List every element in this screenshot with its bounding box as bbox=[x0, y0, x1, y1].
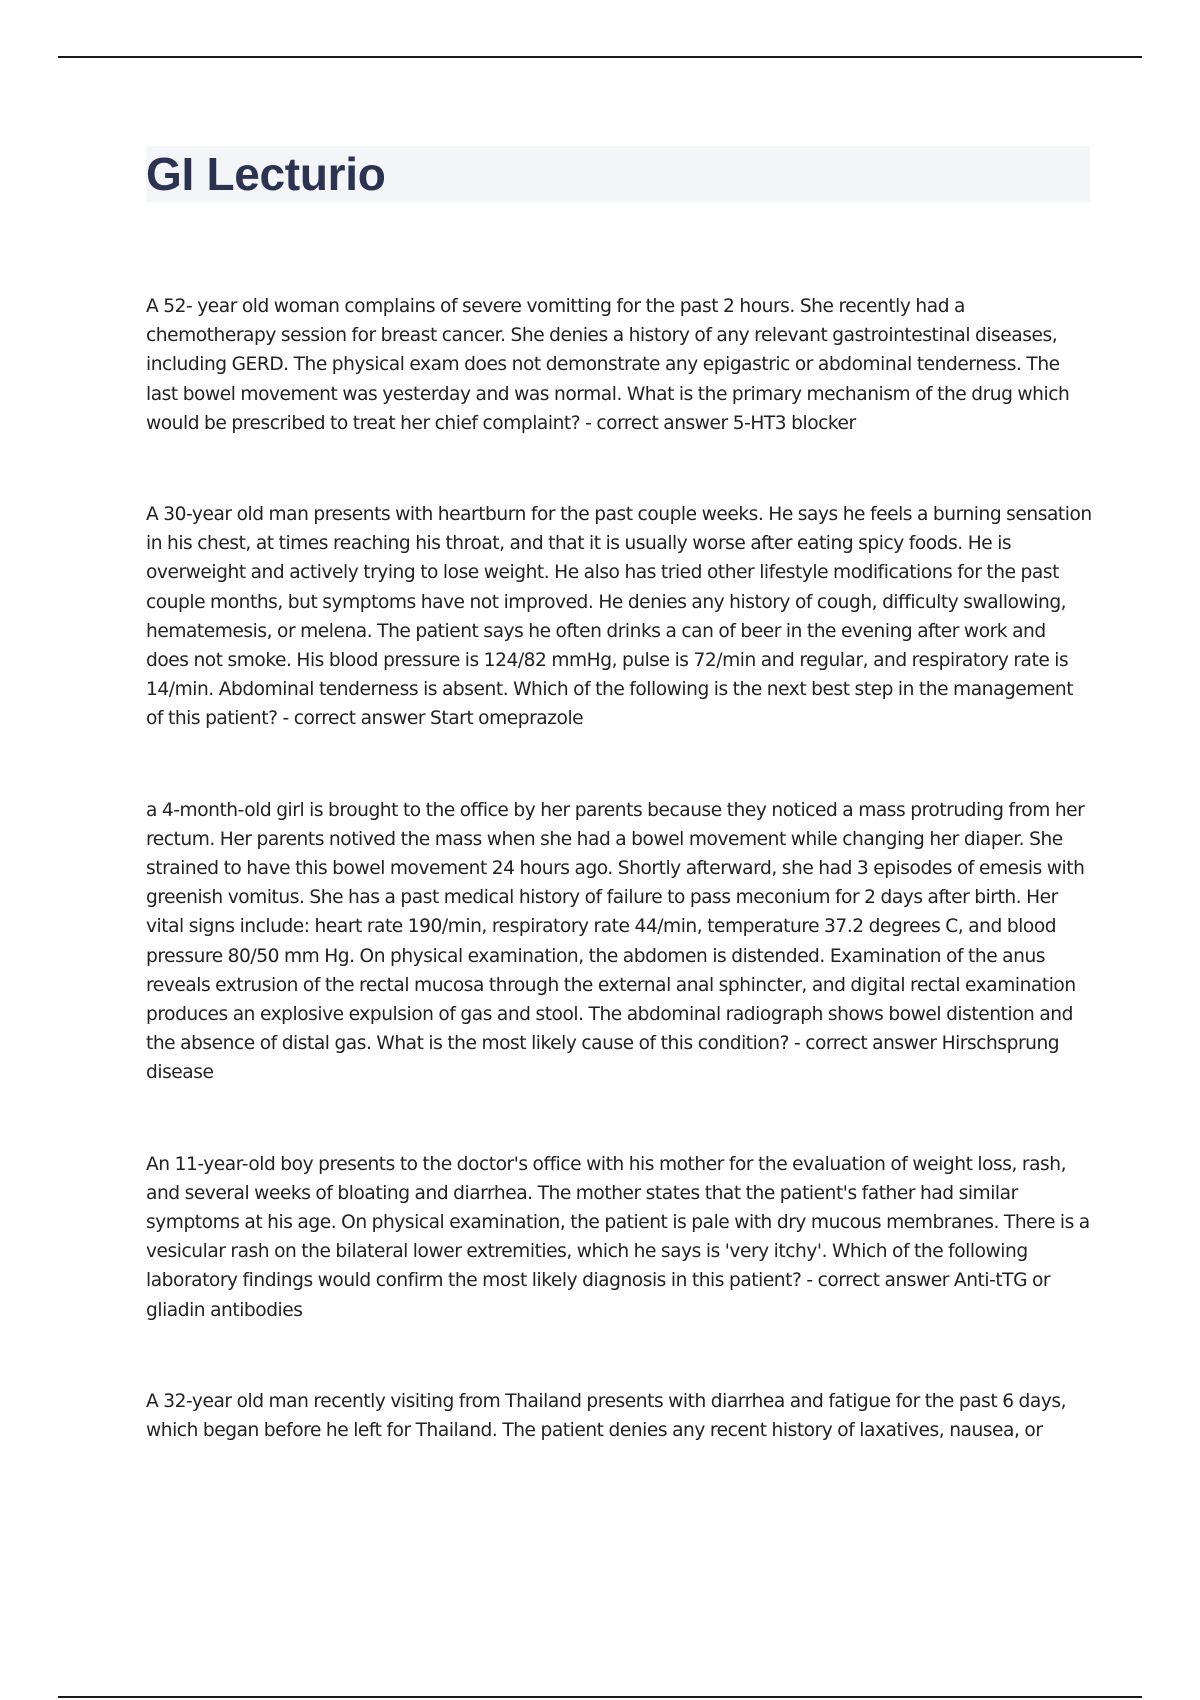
answer-separator: - correct answer bbox=[789, 1033, 942, 1055]
qa-item-4 bbox=[146, 1150, 1092, 1325]
qa-item-5-partial bbox=[146, 1387, 1092, 1445]
document-body bbox=[146, 292, 1092, 1507]
question-text: A 52- year old woman complains of severe vomitting for the past 2 hours. She recently had a chemotherapy session for breast cancer. She denies a history of any relevant gastrointestinal diseases, including GERD. The physical exam does not demonstrate any epigastric or abdominal tenderness. The last bowel movement was yesterday and was normal. What is the primary mechanism of the drug which would be prescribed to treat her chief complaint? bbox=[146, 296, 1070, 434]
qa-item-1 bbox=[146, 292, 1092, 438]
answer-text: Hirschsprung disease bbox=[146, 1033, 1060, 1084]
question-text: a 4-month-old girl is brought to the office by her parents because they noticed a mass protruding from her rectum. Her parents notived the mass when she had a bowel movement while changing her diaper. She strained to have this bowel movement 24 hours ago. Shortly afterward, she had 3 episodes of emesis with greenish vomitus. She has a past medical history of failure to pass meconium for 2 days after birth. Her vital signs include: heart rate 190/min, respiratory rate 44/min, temperature 37.2 degrees C, and blood pressure 80/50 mm Hg. On physical examination, the abdomen is distended. Examination of the anus reveals extrusion of the rectal mucosa through the external anal sphincter, and digital rectal examination produces an explosive expulsion of gas and stool. The abdominal radiograph shows bowel distention and the absence of distal gas. What is the most likely cause of this condition? bbox=[146, 799, 1085, 1055]
answer-text: Start omeprazole bbox=[430, 708, 584, 730]
answer-separator: - correct answer bbox=[580, 412, 733, 434]
header-rule bbox=[58, 56, 1142, 58]
answer-separator: - correct answer bbox=[801, 1270, 954, 1292]
question-text: A 30-year old man presents with heartburn for the past couple weeks. He says he feels a burning sensation in his chest, at times reaching his throat, and that it is usually worse after eating spicy foods. He is overweight and actively trying to lose weight. He also has tried other lifestyle modifications for the past couple months, but symptoms have not improved. He denies any history of cough, difficulty swallowing, hematemesis, or melena. The patient says he often drinks a can of beer in the evening after work and does not smoke. His blood pressure is 124/82 mmHg, pulse is 72/min and regular, and respiratory rate is 14/min. Abdominal tenderness is absent. Which of the following is the next best step in the management of this patient? bbox=[146, 504, 1092, 730]
answer-text: Anti-tTG or gliadin antibodies bbox=[146, 1270, 1051, 1321]
answer-separator: - correct answer bbox=[277, 708, 431, 730]
document-title: GI Lecturio bbox=[146, 148, 386, 200]
question-text: An 11-year-old boy presents to the doctor's office with his mother for the evaluation of weight loss, rash, and several weeks of bloating and diarrhea. The mother states that the patient's father had similar symptoms at his age. On physical examination, the patient is pale with dry mucous membranes. There is a vesicular rash on the bilateral lower extremities, which he says is 'very itchy'. Which of the following laboratory findings would confirm the most likely diagnosis in this patient? bbox=[146, 1153, 1090, 1292]
question-text: A 32-year old man recently visiting from Thailand presents with diarrhea and fatigue for the past 6 days, which began before he left for Thailand. The patient denies any recent history of laxatives, nausea, or bbox=[146, 1390, 1067, 1442]
qa-item-3 bbox=[146, 796, 1092, 1088]
qa-item-2 bbox=[146, 500, 1092, 734]
footer-rule bbox=[58, 1696, 1142, 1698]
answer-text: 5-HT3 blocker bbox=[732, 412, 856, 434]
